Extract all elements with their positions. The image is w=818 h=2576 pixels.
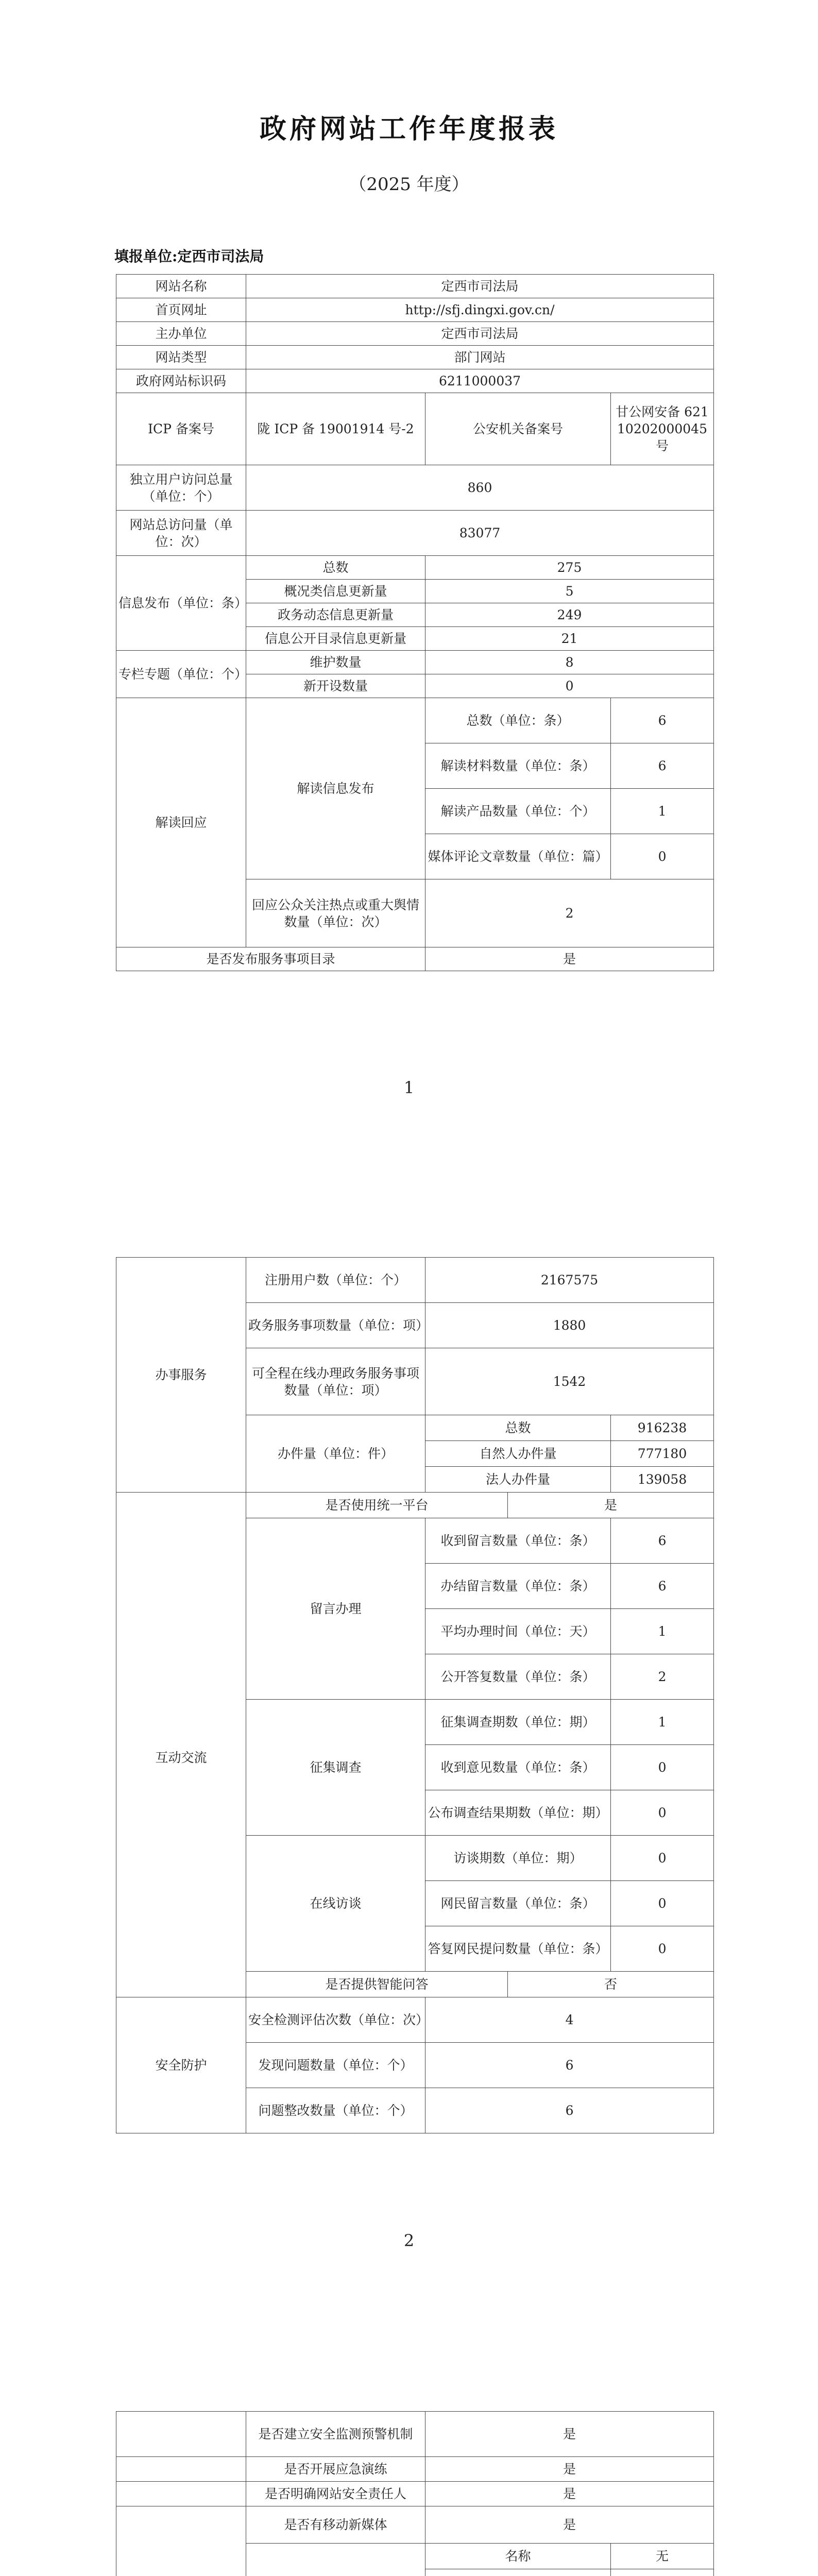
value-monitoring: 是: [425, 2412, 714, 2457]
value-smart-qa: 否: [508, 1972, 714, 1997]
label-interaction: 互动交流: [116, 1518, 246, 1997]
value-unified-platform: 是: [508, 1493, 714, 1518]
value-survey-opinions: 0: [611, 1745, 714, 1790]
label-survey-count: 征集调查期数（单位：期）: [425, 1700, 611, 1745]
value-weibo-posts: [611, 2569, 714, 2576]
label-interview-count: 访谈期数（单位：期）: [425, 1836, 611, 1881]
label-site-type: 网站类型: [116, 346, 246, 369]
label-icp: ICP 备案号: [116, 393, 246, 465]
label-survey-opinions: 收到意见数量（单位：条）: [425, 1745, 611, 1790]
value-drill: 是: [425, 2457, 714, 2482]
label-unified-platform: 是否使用统一平台: [246, 1493, 508, 1518]
value-msg-time: 1: [611, 1609, 714, 1654]
label-monitoring: 是否建立安全监测预警机制: [246, 2412, 425, 2457]
value-issues-fixed: 6: [425, 2088, 714, 2133]
value-issues-found: 6: [425, 2043, 714, 2088]
table-media: [116, 2411, 714, 2576]
value-unique-visitors: 860: [246, 465, 714, 511]
label-responsible: 是否明确网站安全责任人: [246, 2482, 425, 2506]
label-messages: 留言办理: [246, 1518, 425, 1700]
value-info-news: 249: [425, 603, 714, 627]
report-title: 政府网站工作年度报表: [259, 113, 558, 145]
label-service-items: 政务服务事项数量（单位：项）: [246, 1303, 425, 1348]
value-interp-media: 0: [611, 834, 714, 879]
label-jobs-person: 自然人办件量: [425, 1441, 611, 1467]
label-issues-found: 发现问题数量（单位：个）: [246, 2043, 425, 2088]
label-interview-messages: 网民留言数量（单位：条）: [425, 1881, 611, 1926]
value-interview-answers: 0: [611, 1926, 714, 1972]
table-basic-info: [116, 274, 714, 971]
value-info-total: 275: [425, 556, 714, 580]
label-columns: 专栏专题（单位：个）: [116, 651, 246, 698]
label-police: 公安机关备案号: [425, 393, 611, 465]
label-hot-response: 回应公众关注热点或重大舆情数量（单位：次）: [246, 879, 425, 947]
value-columns-new: 0: [425, 674, 714, 698]
label-survey-results: 公布调查结果期数（单位：期）: [425, 1790, 611, 1836]
value-site-type: 部门网站: [246, 346, 714, 369]
label-page-views: 网站总访问量（单位：次）: [116, 511, 246, 556]
label-smart-qa: 是否提供智能问答: [246, 1972, 508, 1997]
label-security-checks: 安全检测评估次数（单位：次）: [246, 1997, 425, 2043]
value-service-directory: 是: [425, 947, 714, 971]
value-msg-done: 6: [611, 1564, 714, 1609]
value-organizer: 定西市司法局: [246, 322, 714, 346]
value-weibo-name: 无: [611, 2544, 714, 2569]
label-unique-visitors: 独立用户访问总量（单位：个）: [116, 465, 246, 511]
label-site-code: 政府网站标识码: [116, 369, 246, 393]
value-registered-users: 2167575: [425, 1258, 714, 1303]
label-info-news: 政务动态信息更新量: [246, 603, 425, 627]
value-police: 甘公网安备 62110202000045 号: [611, 393, 714, 465]
label-interp-total: 总数（单位：条）: [425, 698, 611, 743]
value-online-items: 1542: [425, 1348, 714, 1415]
label-homepage: 首页网址: [116, 298, 246, 322]
value-msg-public: 2: [611, 1654, 714, 1700]
label-interp-product: 解读产品数量（单位：个）: [425, 789, 611, 834]
label-jobs-legal: 法人办件量: [425, 1467, 611, 1493]
label-registered-users: 注册用户数（单位：个）: [246, 1258, 425, 1303]
label-weibo-posts: [425, 2569, 611, 2576]
reporting-unit: 填报单位:定西市司法局: [114, 248, 264, 265]
value-interp-material: 6: [611, 743, 714, 789]
label-service-directory: 是否发布服务事项目录: [116, 947, 425, 971]
label-info-overview: 概况类信息更新量: [246, 580, 425, 603]
value-jobs-legal: 139058: [611, 1467, 714, 1493]
value-columns-maintained: 8: [425, 651, 714, 674]
value-interp-total: 6: [611, 698, 714, 743]
value-jobs-person: 777180: [611, 1441, 714, 1467]
value-hot-response: 2: [425, 879, 714, 947]
label-site-name: 网站名称: [116, 275, 246, 298]
value-survey-results: 0: [611, 1790, 714, 1836]
value-security-checks: 4: [425, 1997, 714, 2043]
label-online-items: 可全程在线办理政务服务事项数量（单位：项）: [246, 1348, 425, 1415]
label-drill: 是否开展应急演练: [246, 2457, 425, 2482]
label-has-mobile: 是否有移动新媒体: [246, 2506, 425, 2544]
value-survey-count: 1: [611, 1700, 714, 1745]
value-has-mobile: 是: [425, 2506, 714, 2544]
label-msg-received: 收到留言数量（单位：条）: [425, 1518, 611, 1564]
value-service-items: 1880: [425, 1303, 714, 1348]
value-info-overview: 5: [425, 580, 714, 603]
label-weibo-name: 名称: [425, 2544, 611, 2569]
label-columns-maintained: 维护数量: [246, 651, 425, 674]
value-icp: 陇 ICP 备 19001914 号-2: [246, 393, 425, 465]
page-number: 1: [403, 1078, 415, 1097]
table-services: [116, 1257, 714, 2133]
label-interview: 在线访谈: [246, 1836, 425, 1972]
report-year: （2025 年度）: [349, 174, 469, 195]
label-msg-public: 公开答复数量（单位：条）: [425, 1654, 611, 1700]
label-weibo: [246, 2544, 425, 2576]
label-interview-answers: 答复网民提问数量（单位：条）: [425, 1926, 611, 1972]
value-homepage: http://sfj.dingxi.gov.cn/: [246, 298, 714, 322]
value-page-views: 83077: [246, 511, 714, 556]
value-interview-count: 0: [611, 1836, 714, 1881]
value-info-open: 21: [425, 627, 714, 651]
label-columns-new: 新开设数量: [246, 674, 425, 698]
label-jobs: 办件量（单位：件）: [246, 1415, 425, 1493]
label-interp-material: 解读材料数量（单位：条）: [425, 743, 611, 789]
value-interp-product: 1: [611, 789, 714, 834]
label-msg-time: 平均办理时间（单位：天）: [425, 1609, 611, 1654]
label-interpretation-publish: 解读信息发布: [246, 698, 425, 879]
label-jobs-total: 总数: [425, 1415, 611, 1441]
label-security: 安全防护: [116, 1997, 246, 2133]
value-jobs-total: 916238: [611, 1415, 714, 1441]
label-mobile-media: [116, 2506, 246, 2576]
value-msg-received: 6: [611, 1518, 714, 1564]
label-issues-fixed: 问题整改数量（单位：个）: [246, 2088, 425, 2133]
page-number: 2: [403, 2231, 415, 2250]
label-office-services: 办事服务: [116, 1258, 246, 1493]
label-msg-done: 办结留言数量（单位：条）: [425, 1564, 611, 1609]
value-interview-messages: 0: [611, 1881, 714, 1926]
label-info-open: 信息公开目录信息更新量: [246, 627, 425, 651]
value-responsible: 是: [425, 2482, 714, 2506]
label-info-publish: 信息发布（单位：条）: [116, 556, 246, 651]
value-site-name: 定西市司法局: [246, 275, 714, 298]
label-survey: 征集调查: [246, 1700, 425, 1836]
value-site-code: 6211000037: [246, 369, 714, 393]
label-info-total: 总数: [246, 556, 425, 580]
label-interp-media: 媒体评论文章数量（单位：篇）: [425, 834, 611, 879]
label-organizer: 主办单位: [116, 322, 246, 346]
label-interpretation-response: 解读回应: [116, 698, 246, 947]
